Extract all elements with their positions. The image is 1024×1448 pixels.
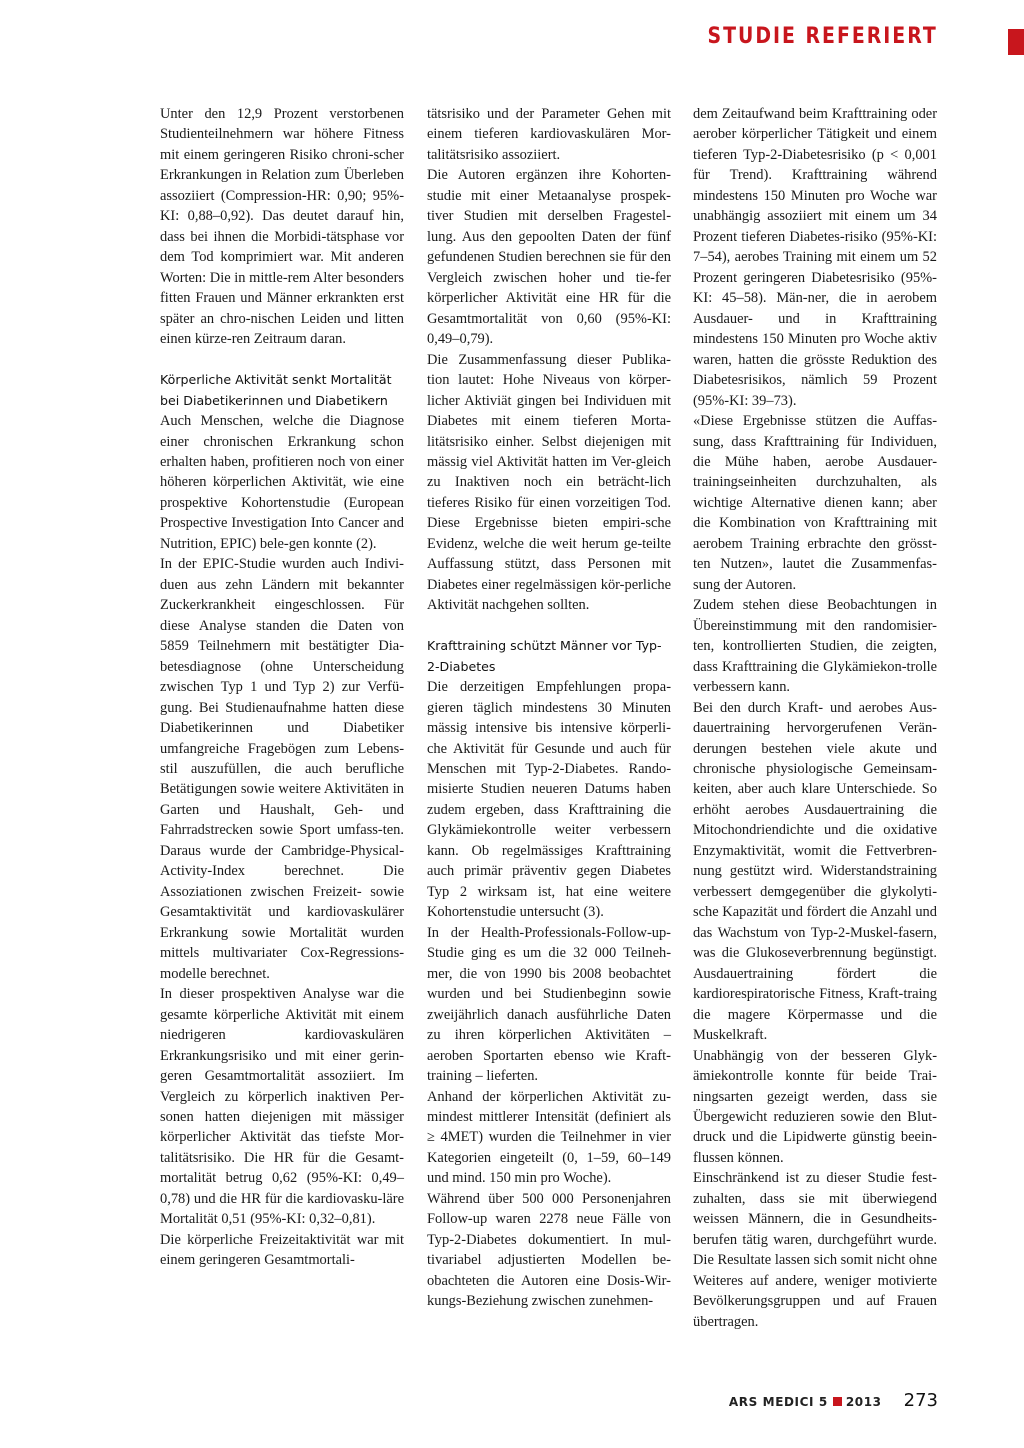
page-footer <box>729 1390 938 1411</box>
paragraph: Zudem stehen diese Beobachtungen in Übereinstimmung mit den randomisier-ten, kontrollierten Studien, die zeigten, dass Krafttraining die Glykämiekon-trolle verbessern kann. <box>693 597 937 696</box>
paragraph: Die Autoren ergänzen ihre Kohorten-studie mit einer Metaanalyse prospek-tiver Studien mit derselben Fragestel-lung. Aus den gepoolten Daten der fünf gefundenen Studien berechnen sie für den Vergleich zwischen hoher und tie-fer körperlicher Aktivität eine HR für die Gesamtmortalität von 0,60 (95%-KI: 0,49–0,79). <box>427 167 671 348</box>
text-column-3 <box>693 104 937 1332</box>
paragraph: Unter den 12,9 Prozent verstorbenen Studienteilnehmern war höhere Fitness mit einem geringeren Risiko chroni-scher Erkrankungen in Relation zum Überleben assoziiert (Compression-HR: 0,90; 95%-KI: 0,88–0,92). Das deutet darauf hin, dass bei ihnen die Morbidi-tätsphase vor dem Tod komprimiert war. Mit anderen Worten: Die in mittle-rem Alter besonders fitten Frauen und Männer erkrankten erst später an chro-nischen Leiden und litten einen kürze-ren Zeitraum daran. <box>160 106 404 348</box>
paragraph: Die Zusammenfassung dieser Publika-tion lautet: Hohe Niveaus von körper-licher Aktiviät gingen bei Individuen mit Diabetes mit einem tieferen Morta-litätsrisiko einher. Selbst diejenigen mit mässig viel Aktivität hatten im Ver-gleich zu Inaktiven noch ein beträcht-lich tieferes Risiko für einen vorzeitigen Tod. Diese Ergebnisse bieten empiri-sche Evidenz, welche die weit herum ge-teilte Auffassung stützt, dass Personen mit Diabetes einer regelmässigen kör-perliche Aktivität nachgehen sollten. <box>427 351 671 614</box>
journal-year: 2013 <box>845 1395 882 1409</box>
paragraph: In der EPIC-Studie wurden auch Indivi-duen aus zehn Ländern mit bekannter Zuckerkrankheit eingeschlossen. Für diese Analyse standen die Daten von 5859 Teilnehmern mit bestätigter Dia-betesdiagnose (ohne Unterscheidung zwischen Typ 1 und Typ 2) zur Verfü-gung. Bei Studienaufnahme hatten diese Diabetikerinnen und Diabetiker umfangreiche Fragebögen zum Lebens-stil auszufüllen, die auch berufliche Betätigungen sowie weitere Aktivitäten in Garten und Haushalt, Geh- und Fahrradstrecken sowie Sport umfass-ten. Daraus wurde der Cambridge-Physical-Activity-Index berechnet. Die Assoziationen zwischen Freizeit- sowie Gesamtaktivität und kardiovaskulärer Erkrankung sowie Mortalität wurden mittels multivariater Cox-Regressions-modelle berechnet. <box>160 556 404 982</box>
paragraph: «Diese Ergebnisse stützen die Auffas-sung, dass Krafttraining für Individuen, die Mühe haben, aerobe Ausdauer-trainingseinheiten durchzuhalten, als wichtige Alternative dienen kann; aber die Kombination von Krafttraining mit aerobem Training erbrachte den grösst-ten Nutzen», lautet die Zusammenfas-sung der Autoren. <box>693 413 937 593</box>
paragraph: Während über 500 000 Personenjahren Follow-up waren 2278 neue Fälle von Typ-2-Diabetes dokumentiert. In mul-tivariabel adjustierten Modellen be-obachteten die Autoren eine Dosis-Wir-kungs-Beziehung zwischen zunehmen- <box>427 1190 671 1310</box>
journal-name: ARS MEDICI 5 <box>728 1395 828 1409</box>
paragraph: In dieser prospektiven Analyse war die gesamte körperliche Aktivität mit einem niedrigeren kardiovaskulären Erkrankungsrisiko und mit einer gerin-geren Gesamtmortalität assoziiert. Im Vergleich zu körperlich inaktiven Per-sonen hatten diejenigen mit mässiger körperlicher Aktivität das tiefste Mor-talitätsrisiko. Die HR für die Gesamt-mortalität betrug 0,62 (95%-KI: 0,49–0,78) und die HR für die kardiovasku-läre Mortalität 0,51 (95%-KI: 0,32–0,81). <box>160 986 404 1228</box>
footer-square-icon <box>833 1397 842 1406</box>
text-column-2 <box>427 104 671 1312</box>
paragraph: tätsrisiko und der Parameter Gehen mit einem tieferen kardiovaskulären Mor-talitätsrisiko assoziiert. <box>427 106 671 163</box>
section-marker-block <box>1008 29 1024 55</box>
paragraph: Die körperliche Freizeitaktivität war mit einem geringeren Gesamtmortali- <box>160 1231 404 1269</box>
paragraph: In der Health-Professionals-Follow-up-Studie ging es um die 32 000 Teilneh-mer, die von 1990 bis 2008 beobachtet wurden und bei Studienbeginn sowie zweijährlich danach ausführliche Daten zu ihren körperlichen Aktivitäten – aeroben Sportarten ebenso wie Kraft-training – lieferten. <box>427 924 671 1085</box>
paragraph: dem Zeitaufwand beim Krafttraining oder aerober körperlicher Tätigkeit und einem tieferen Typ-2-Diabetesrisiko (p < 0,001 für Trend). Krafttraining während mindestens 150 Minuten pro Woche war unabhängig assoziiert mit einem um 34 Prozent tieferen Diabetes-risiko (95%-KI: 7–54), aerobes Training mit einem um 52 Prozent geringeren Diabetesrisiko (95%-KI: 45–58). Män-ner, die in aerobem Ausdauer- und in Krafttraining mindestens 150 Minuten pro Woche aktiv waren, hatten die grösste Reduktion des Diabetesrisikos, nämlich 59 Prozent (95%-KI: 39–73). <box>693 106 937 409</box>
subheading: Körperliche Aktivität senkt Mortalität bei Diabetikerinnen und Diabetikern <box>160 372 392 408</box>
paragraph: Unabhängig von der besseren Glyk-ämiekontrolle konnte für beide Trai-ningsarten gezeigt werden, dass sie Übergewicht reduzieren sowie den Blut-druck und die Lipidwerte günstig beein-flussen können. <box>693 1047 937 1166</box>
paragraph: Auch Menschen, welche die Diagnose einer chronischen Erkrankung schon erhalten haben, profitieren noch von einer höheren körperlichen Aktivität, wie eine prospektive Kohortenstudie (European Prospective Investigation Into Cancer and Nutrition, EPIC) bele-gen konnte (2). <box>160 413 404 552</box>
paragraph: Einschränkend ist zu dieser Studie fest-zuhalten, dass sie mit überwiegend weissen Männern, die in Gesundheits-berufen tätig waren, durchgeführt wurde. Die Resultate lassen sich somit nicht ohne Weiteres auf andere, weniger motivierte Bevölkerungsgruppen und auf Frauen übertragen. <box>693 1170 937 1330</box>
text-column-1 <box>160 104 404 1271</box>
page-number: 273 <box>903 1390 938 1411</box>
paragraph: Bei den durch Kraft- und aerobes Aus-dauertraining hervorgerufenen Verän-derungen bestehen viele akute und chronische physiologische Gemeinsam-keiten, aber auch klare Unterschiede. So erhöht aerobes Ausdauertraining die Mitochondriendichte und die oxidative Enzymaktivität, womit die Fettverbren-nung gestützt wird. Widerstandstraining verbessert demgegenüber die glykolyti-sche Kapazität und fördert die Anzahl und das Wachstum von Typ-2-Muskel-fasern, was die Glukoseverbrennung begünstigt. Ausdauertraining fördert die kardiorespiratorische Fitness, Kraft-traing die magere Körpermasse und die Muskelkraft. <box>693 699 937 1044</box>
paragraph: Die derzeitigen Empfehlungen propa-gieren täglich mindestens 30 Minuten mässig intensive bis intensive körperli-che Aktivität für Gesunde und auch für Menschen mit Typ-2-Diabetes. Rando-misierte Studien neueren Datums haben zudem ergeben, dass Krafttraining die Glykämiekontrolle weiter verbessern kann. Ob regelmässiges Krafttraining auch primär präventiv gegen Diabetes Typ 2 wirksam ist, hat eine weitere Kohortenstudie untersucht (3). <box>427 679 671 921</box>
section-title: STUDIE REFERIERT <box>707 24 938 49</box>
paragraph: Anhand der körperlichen Aktivität zu-mindest mittlerer Intensität (definiert als ≥ 4MET) wurden die Teilnehmer in vier Kategorien eingeteilt (0, 1–59, 60–149 und mind. 150 min pro Woche). <box>427 1088 671 1187</box>
subheading: Krafttraining schützt Männer vor Typ-2-Diabetes <box>427 638 662 674</box>
